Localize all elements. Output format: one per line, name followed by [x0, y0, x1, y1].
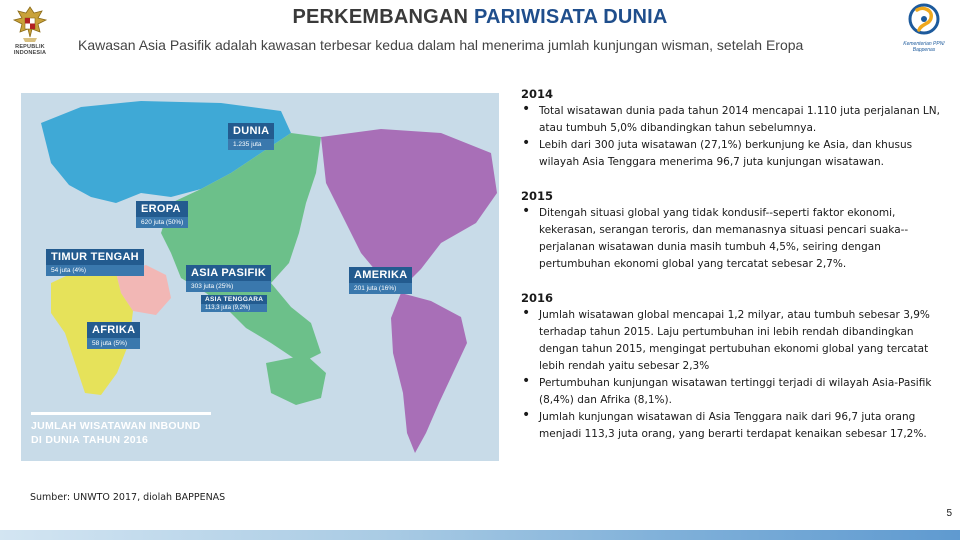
page-title — [0, 6, 960, 29]
page-number: 5 — [946, 508, 952, 519]
asia-pasifik-value: 303 juta (25%) — [186, 281, 271, 292]
afrika-label — [87, 322, 140, 349]
map-title-line-2: DI DUNIA TAHUN 2016 — [31, 434, 149, 446]
title-part-2: PARIWISATA DUNIA — [473, 6, 668, 28]
bullet-item: • Jumlah kunjungan wisatawan di Asia Tenggara naik dari 96,7 juta orang menjadi 113,3 juta orang, yang berarti terdapat kenaikan sebesar 17,2%. — [521, 409, 941, 443]
year-heading: 2016 — [521, 291, 554, 305]
bullet-item: • Total wisatawan dunia pada tahun 2014 mencapai 1.110 juta perjalanan LN, atau tumbuh 5,0% dibandingkan tahun sebelumnya. — [521, 103, 941, 137]
asia-tenggara-value: 113,3 juta (9,2%) — [201, 304, 267, 312]
bappenas-logo — [896, 2, 952, 60]
right-logo-caption-2: Bappenas — [912, 47, 936, 53]
asia-tenggara-name: ASIA TENGGARA — [201, 295, 267, 304]
footer-bar — [0, 530, 960, 540]
timur-tengah-value: 54 juta (4%) — [46, 265, 144, 276]
bullet-item: • Lebih dari 300 juta wisatawan (27,1%) berkunjung ke Asia, dan khusus wilayah Asia Tenggara menerima 96,7 juta kunjungan wisatawan. — [521, 137, 941, 171]
bappenas-icon — [907, 2, 941, 36]
page-subtitle: Kawasan Asia Pasifik adalah kawasan terbesar kedua dalam hal menerima jumlah kunjungan wisman, setelah Eropa — [78, 37, 804, 53]
afrika-name: AFRIKA — [87, 322, 140, 338]
text-content — [521, 86, 941, 460]
asia-pasifik-name: ASIA PASIFIK — [186, 265, 271, 281]
left-logo-caption-1: REPUBLIK — [15, 44, 45, 50]
map-title — [31, 412, 211, 447]
title-part-1: PERKEMBANGAN — [292, 6, 469, 28]
amerika-value: 201 juta (16%) — [349, 283, 412, 294]
year-heading: 2014 — [521, 87, 554, 101]
year-heading: 2015 — [521, 189, 554, 203]
right-logo-caption-1: Kementerian PPN/ — [903, 41, 945, 47]
timur-tengah-name: TIMUR TENGAH — [46, 249, 144, 265]
bullet-list — [521, 103, 941, 171]
bullet-item: • Pertumbuhan kunjungan wisatawan tertinggi terjadi di wilayah Asia-Pasifik (8,4%) dan Afrika (8,1%). — [521, 375, 941, 409]
afrika-value: 58 juta (5%) — [87, 338, 140, 349]
amerika-label — [349, 267, 412, 294]
bullet-list — [521, 307, 941, 443]
map-title-line-1: JUMLAH WISATAWAN INBOUND — [31, 420, 201, 432]
bullet-item: • Ditengah situasi global yang tidak kondusif--seperti faktor ekonomi, kekerasan, serangan teroris, dan memanasnya situasi pencari suaka--perjalanan wisatawan dunia masih tumbuh 4,5%, seiring dengan pertumbuhan ekonomi global yang tercatat sebesar 2,7%. — [521, 205, 941, 273]
world-tourism-map — [21, 93, 499, 461]
eropa-value: 620 juta (50%) — [136, 217, 188, 228]
south-america-region-shape — [391, 293, 467, 453]
eropa-name: EROPA — [136, 201, 188, 217]
dunia-value: 1.235 juta — [228, 139, 274, 150]
amerika-name: AMERIKA — [349, 267, 412, 283]
eropa-label — [136, 201, 188, 228]
asia-pasifik-label — [186, 265, 271, 292]
asia-tenggara-label — [201, 295, 267, 312]
section-2016 — [521, 290, 941, 443]
timur-tengah-label — [46, 249, 144, 276]
left-logo-caption-2: INDONESIA — [13, 50, 47, 56]
dunia-label — [228, 123, 274, 150]
section-2014 — [521, 86, 941, 171]
australia-region-shape — [266, 355, 326, 405]
bullet-item: • Jumlah wisatawan global mencapai 1,2 milyar, atau tumbuh sebesar 3,9% terhadap tahun 2015. Laju pertumbuhan ini lebih rendah dibandingkan dengan tahun 2015, mengingat pertubuhan ekonomi global yang tercatat lebih rendah yaitu sebesar 2,3% — [521, 307, 941, 375]
map-title-bar — [31, 412, 211, 415]
dunia-name: DUNIA — [228, 123, 274, 139]
section-2015 — [521, 188, 941, 273]
north-america-region-shape — [321, 129, 497, 289]
bullet-list — [521, 205, 941, 273]
source-note: Sumber: UNWTO 2017, diolah BAPPENAS — [30, 492, 226, 503]
